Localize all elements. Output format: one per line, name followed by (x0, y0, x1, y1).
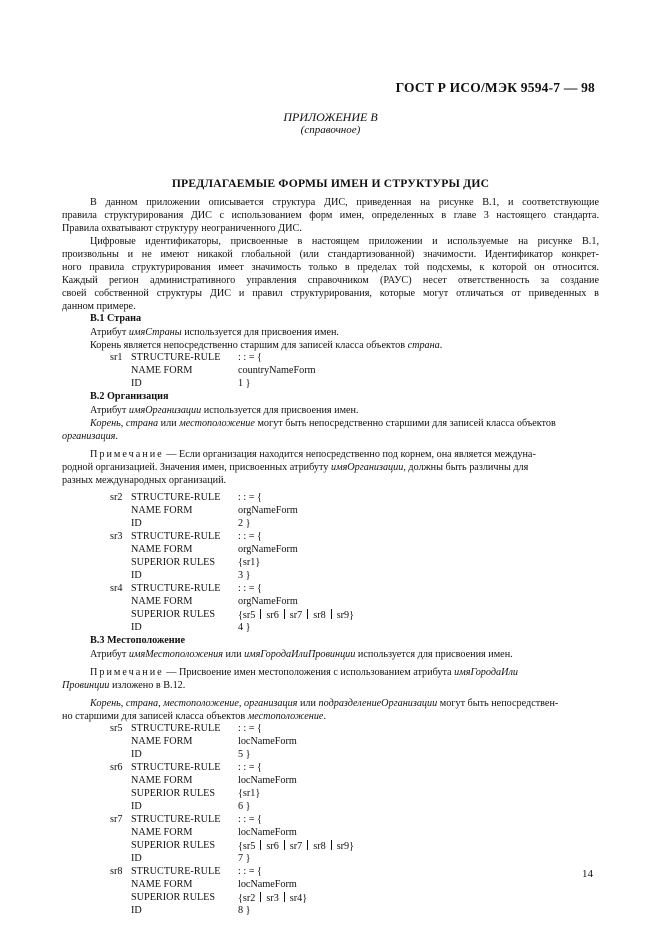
superior-rules-keyword: SUPERIOR RULES (131, 892, 216, 903)
name-form-value: orgNameForm (238, 544, 298, 555)
rule-keyword: STRUCTURE-RULE (131, 531, 221, 542)
text-line: Атрибут имяСтраны используется для присвоения имен. (90, 327, 339, 338)
rule-assign: : : = { (238, 583, 262, 594)
name-form-keyword: NAME FORM (131, 365, 193, 376)
rule-assign: : : = { (238, 814, 262, 825)
name-form-value: locNameForm (238, 879, 297, 890)
text-line: но старшими для записей класса объектов местоположение. (62, 711, 326, 722)
rule-assign: : : = { (238, 352, 262, 363)
rule-assign: : : = { (238, 723, 262, 734)
id-value: 3 } (238, 570, 251, 581)
standard-header: ГОСТ Р ИСО/МЭК 9594-7 — 98 (395, 80, 595, 95)
superior-rules-keyword: SUPERIOR RULES (131, 840, 216, 851)
id-value: 7 } (238, 853, 251, 864)
id-keyword: ID (131, 378, 142, 389)
appendix-title: ПРИЛОЖЕНИЕ В (283, 110, 378, 124)
intro-line: В данном приложении описывается структура ДИС, приведенная на рисунке В.1, и соответствующие (90, 197, 599, 208)
name-form-keyword: NAME FORM (131, 544, 193, 555)
name-form-keyword: NAME FORM (131, 775, 193, 786)
text-line: Корень, страна или местоположение могут быть непосредственно старшими для записей класса объектов (90, 418, 556, 429)
rule-id: sr8 (110, 866, 123, 877)
id-value: 8 } (238, 905, 251, 916)
superior-rules-value: {sr2 sr3 sr4} (238, 893, 308, 904)
rule-assign: : : = { (238, 531, 262, 542)
id-value: 6 } (238, 801, 251, 812)
id-keyword: ID (131, 749, 142, 760)
intro-line: Каждый регион административного управления справочником (РАУС) несет ответственность за создание (62, 275, 599, 286)
rule-keyword: STRUCTURE-RULE (131, 866, 221, 877)
text-line: Атрибут имяОрганизации используется для присвоения имен. (90, 405, 359, 416)
note-line: Провинции изложено в В.12. (62, 680, 186, 691)
intro-line: Правила охватывают структуру неограниченного ДИС. (62, 223, 302, 234)
section-heading-b3: В.3 Местоположение (90, 635, 186, 646)
superior-rules-value: {sr5 sr6 sr7 sr8 sr9} (238, 610, 355, 621)
rule-keyword: STRUCTURE-RULE (131, 762, 221, 773)
rule-id: sr2 (110, 492, 123, 503)
id-keyword: ID (131, 622, 142, 633)
rule-id: sr6 (110, 762, 123, 773)
rule-id: sr3 (110, 531, 123, 542)
name-form-keyword: NAME FORM (131, 596, 193, 607)
id-value: 5 } (238, 749, 251, 760)
name-form-keyword: NAME FORM (131, 505, 193, 516)
intro-line: произвольны и не имеют никакой глобальной (или стандартизованной) значимости. Идентификатор конкрет- (62, 249, 599, 260)
note-line: родной организацией. Значения имен, присвоенных атрибуту имяОрганизации, должны быть различны для (62, 462, 529, 473)
intro-line: данном примере. (62, 301, 136, 312)
intro-line: правила структурирования ДИС с использованием форм имен, определенных в главе 3 настоящего стандарта. (62, 210, 599, 221)
rule-keyword: STRUCTURE-RULE (131, 492, 221, 503)
text-line: организация. (62, 431, 118, 442)
section-heading-b1: В.1 Страна (90, 313, 142, 324)
page-number: 14 (582, 868, 593, 880)
name-form-value: locNameForm (238, 827, 297, 838)
superior-rules-value: {sr1} (238, 788, 261, 799)
superior-rules-value: {sr1} (238, 557, 261, 568)
section-heading-b2: В.2 Организация (90, 391, 169, 402)
note-line: Примечание — Если организация находится непосредственно под корнем, она является междуна- (90, 449, 536, 460)
appendix-note: (справочное) (300, 124, 361, 136)
rule-assign: : : = { (238, 762, 262, 773)
rule-id: sr1 (110, 352, 123, 363)
rule-id: sr5 (110, 723, 123, 734)
name-form-value: orgNameForm (238, 505, 298, 516)
note-line: разных международных организаций. (62, 475, 227, 486)
text-line: Атрибут имяМестоположения или имяГородаИлиПровинции используется для присвоения имен. (90, 649, 513, 660)
intro-line: своей собственной структуры ДИС и правил структурирования, которые могут отличаться от приведенных в (62, 288, 599, 299)
rule-keyword: STRUCTURE-RULE (131, 583, 221, 594)
id-value: 4 } (238, 622, 251, 633)
name-form-value: locNameForm (238, 736, 297, 747)
rule-assign: : : = { (238, 866, 262, 877)
superior-rules-value: {sr5 sr6 sr7 sr8 sr9} (238, 841, 355, 852)
rule-assign: : : = { (238, 492, 262, 503)
text-line: Корень является непосредственно старшим для записей класса объектов страна. (90, 340, 443, 351)
id-keyword: ID (131, 801, 142, 812)
rule-id: sr4 (110, 583, 123, 594)
text-line: Корень, страна, местоположение, организация или подразделениеОрганизации могут быть непосредствен- (90, 698, 559, 709)
rule-keyword: STRUCTURE-RULE (131, 352, 221, 363)
rule-id: sr7 (110, 814, 123, 825)
name-form-keyword: NAME FORM (131, 879, 193, 890)
name-form-value: locNameForm (238, 775, 297, 786)
id-keyword: ID (131, 518, 142, 529)
intro-line: ного правила структурирования имеет значимость только в пределах той подсхемы, к которой он относится. (62, 262, 599, 273)
name-form-keyword: NAME FORM (131, 827, 193, 838)
main-title: ПРЕДЛАГАЕМЫЕ ФОРМЫ ИМЕН И СТРУКТУРЫ ДИС (171, 177, 490, 190)
superior-rules-keyword: SUPERIOR RULES (131, 557, 216, 568)
note-line: Примечание — Присвоение имен местоположения с использованием атрибута имяГородаИли (90, 667, 518, 678)
id-keyword: ID (131, 570, 142, 581)
rule-keyword: STRUCTURE-RULE (131, 723, 221, 734)
name-form-value: countryNameForm (238, 365, 316, 376)
rule-keyword: STRUCTURE-RULE (131, 814, 221, 825)
superior-rules-keyword: SUPERIOR RULES (131, 609, 216, 620)
id-value: 2 } (238, 518, 251, 529)
id-value: 1 } (238, 378, 251, 389)
intro-line: Цифровые идентификаторы, присвоенные в настоящем приложении и используемые на рисунке В.1, (90, 236, 599, 247)
id-keyword: ID (131, 853, 142, 864)
superior-rules-keyword: SUPERIOR RULES (131, 788, 216, 799)
id-keyword: ID (131, 905, 142, 916)
name-form-keyword: NAME FORM (131, 736, 193, 747)
name-form-value: orgNameForm (238, 596, 298, 607)
